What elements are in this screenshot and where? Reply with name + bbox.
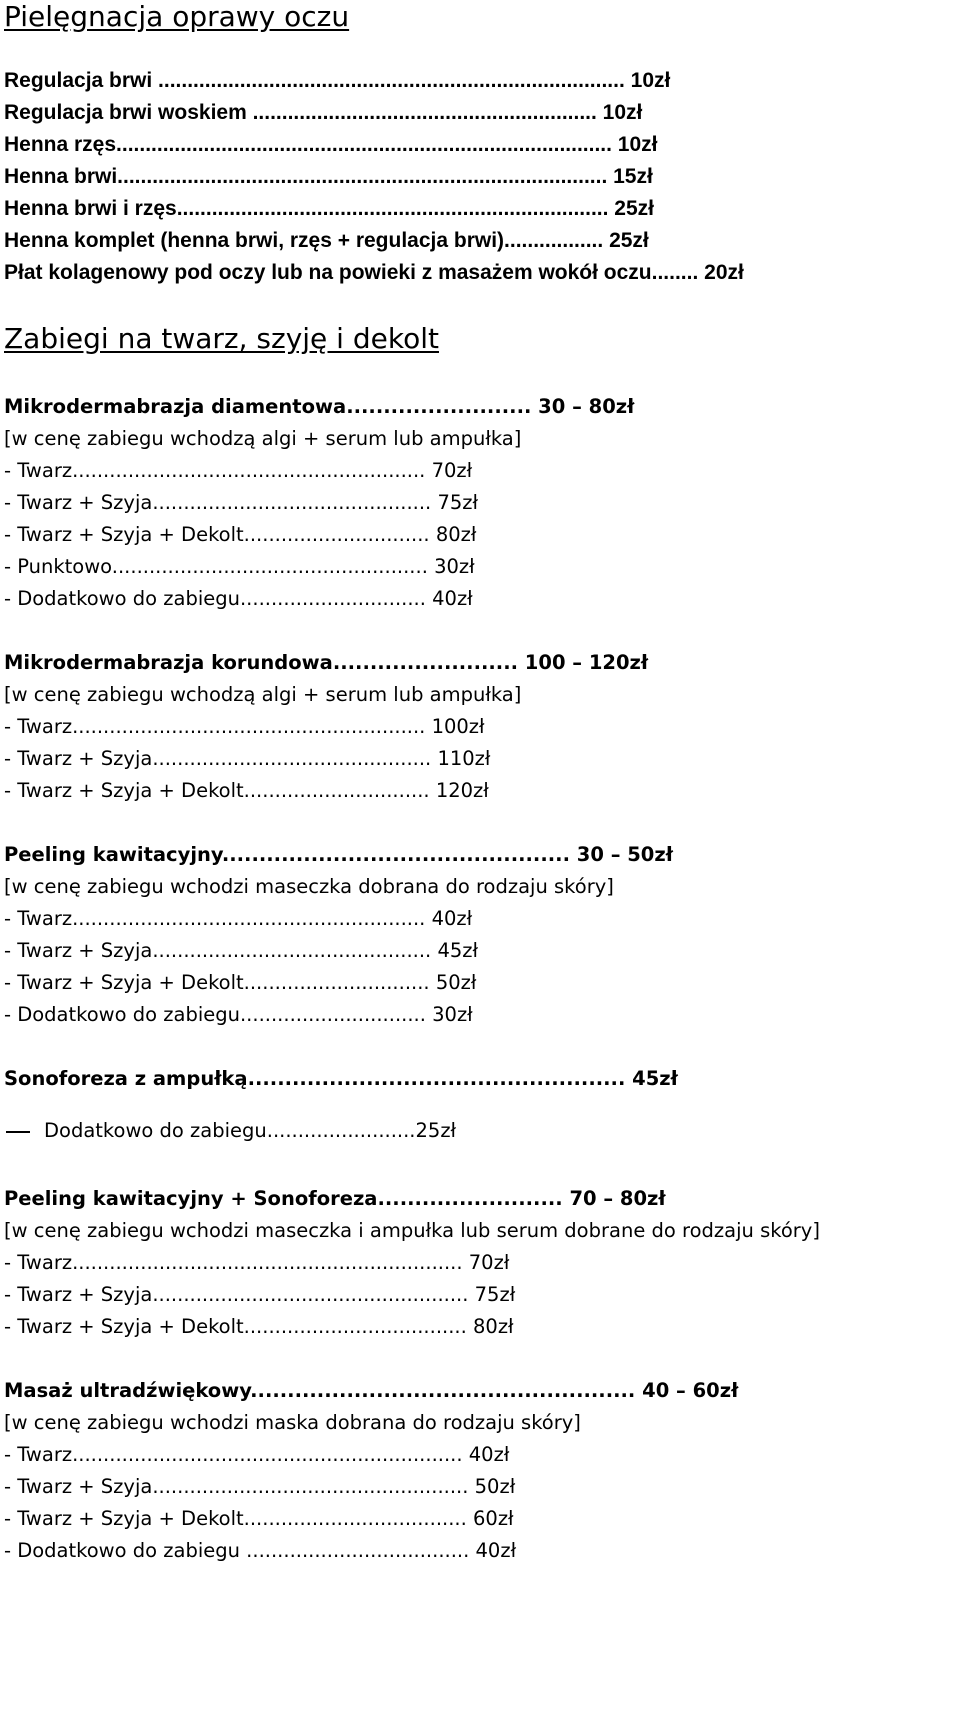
list-item: Płat kolagenowy pod oczy lub na powieki z masażem wokół oczu........ 20zł [4, 261, 744, 284]
list-item: - Dodatkowo do zabiegu .................................... 40zł [4, 1539, 517, 1562]
treatment-note: [w cenę zabiegu wchodzi maska dobrana do rodzaju skóry] [4, 1411, 581, 1434]
list-item: - Dodatkowo do zabiegu.............................. 30zł [4, 1003, 473, 1026]
section-title-face-neck: Zabiegi na twarz, szyję i dekolt [4, 322, 439, 355]
list-item: - Punktowo................................................... 30zł [4, 555, 475, 578]
treatment-price: ............................................... 30 – 50zł [221, 843, 673, 866]
dash-bullet [6, 1131, 30, 1133]
treatment-note: [w cenę zabiegu wchodzą algi + serum lub ampułka] [4, 683, 522, 706]
treatment-name: Mikrodermabrazja korundowa [4, 651, 333, 674]
list-item: Regulacja brwi woskiem ........................................................... 10zł [4, 101, 643, 124]
treatment-heading [4, 1184, 666, 1214]
treatment-name: Peeling kawitacyjny + Sonoforeza [4, 1187, 378, 1210]
section-title-eye-care: Pielęgnacja oprawy oczu [4, 0, 350, 33]
list-item: - Dodatkowo do zabiegu.............................. 40zł [4, 587, 473, 610]
list-item: - Twarz + Szyja + Dekolt.............................. 50zł [4, 971, 477, 994]
treatment-price: ................................................... 45zł [247, 1067, 678, 1090]
treatment-heading [4, 392, 634, 422]
list-item: - Twarz + Szyja................................................... 75zł [4, 1283, 516, 1306]
list-item: - Twarz......................................................... 70zł [4, 459, 473, 482]
list-item: Henna brwi i rzęs.......................................................................... 25zł [4, 197, 654, 220]
list-item: - Twarz............................................................... 70zł [4, 1251, 510, 1274]
treatment-heading [4, 1064, 678, 1094]
list-item: Henna brwi.................................................................................... 15zł [4, 165, 653, 188]
treatment-name: Mikrodermabrazja diamentowa [4, 395, 347, 418]
list-item: - Twarz + Szyja............................................. 110zł [4, 747, 491, 770]
treatment-heading [4, 840, 673, 870]
treatment-heading [4, 648, 648, 678]
list-item: Henna komplet (henna brwi, rzęs + regulacja brwi)................. 25zł [4, 229, 649, 252]
list-item: Henna rzęs..................................................................................... 10zł [4, 133, 658, 156]
treatment-note: [w cenę zabiegu wchodzi maseczka dobrana do rodzaju skóry] [4, 875, 614, 898]
list-item: - Twarz + Szyja............................................. 75zł [4, 491, 479, 514]
treatment-note: [w cenę zabiegu wchodzą algi + serum lub ampułka] [4, 427, 522, 450]
list-item: - Twarz + Szyja + Dekolt.............................. 80zł [4, 523, 477, 546]
list-item: Regulacja brwi ................................................................................ 10zł [4, 69, 671, 92]
list-item: - Twarz + Szyja................................................... 50zł [4, 1475, 516, 1498]
list-item: - Twarz............................................................... 40zł [4, 1443, 510, 1466]
treatment-note: [w cenę zabiegu wchodzi maseczka i ampułka lub serum dobrane do rodzaju skóry] [4, 1219, 820, 1242]
treatment-price: ......................... 70 – 80zł [377, 1187, 666, 1210]
list-item: Dodatkowo do zabiegu........................25zł [44, 1119, 457, 1142]
treatment-price: .................................................... 40 – 60zł [250, 1379, 739, 1402]
treatment-name: Sonoforeza z ampułką [4, 1067, 248, 1090]
list-item: - Twarz + Szyja............................................. 45zł [4, 939, 479, 962]
list-item: - Twarz + Szyja + Dekolt.................................... 80zł [4, 1315, 514, 1338]
treatment-price: ......................... 100 – 120zł [332, 651, 649, 674]
treatment-heading [4, 1376, 738, 1406]
list-item: - Twarz + Szyja + Dekolt.................................... 60zł [4, 1507, 514, 1530]
treatment-price: ......................... 30 – 80zł [346, 395, 635, 418]
treatment-name: Peeling kawitacyjny [4, 843, 222, 866]
list-item: - Twarz......................................................... 40zł [4, 907, 473, 930]
list-item: - Twarz + Szyja + Dekolt.............................. 120zł [4, 779, 489, 802]
list-item: - Twarz......................................................... 100zł [4, 715, 485, 738]
treatment-name: Masaż ultradźwiękowy [4, 1379, 251, 1402]
